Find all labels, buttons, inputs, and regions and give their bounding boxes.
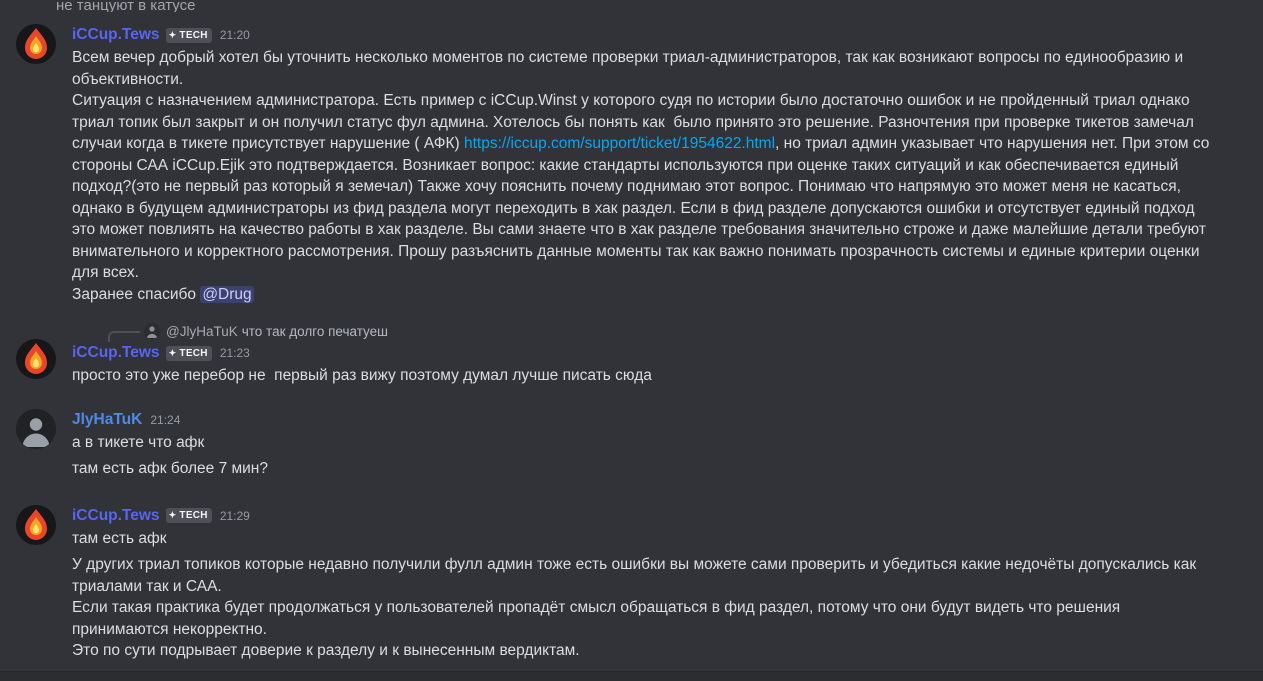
author-name[interactable]: JlyHaTuK: [72, 410, 143, 428]
message[interactable]: [0, 319, 1263, 389]
avatar[interactable]: [16, 339, 56, 379]
reply-author-name[interactable]: @JlyHaTuK: [166, 323, 238, 339]
avatar[interactable]: [16, 24, 56, 64]
message-header: [72, 24, 1215, 46]
bottom-bar: [0, 671, 1263, 681]
author-name[interactable]: iCCup.Tews: [72, 344, 160, 361]
last-line-prefix: Заранее спасибо: [72, 285, 201, 303]
verified-icon: ✦: [168, 347, 177, 358]
author-name[interactable]: iCCup.Tews: [72, 506, 160, 524]
verified-icon: ✦: [168, 29, 177, 40]
badge-label: TECH: [179, 29, 208, 41]
message-paragraph: У других триал топиков которые недавно получили фулл админ тоже есть ошибки вы можете сами проверить и убедиться какие недочёты допускались как триалами так и САА.: [72, 556, 1201, 595]
message-paragraph: просто это уже перебор не первый раз вижу поэтому думал лучше писать сюда: [72, 367, 652, 384]
verified-icon: ✦: [168, 510, 177, 520]
author-name[interactable]: iCCup.Tews: [72, 26, 160, 43]
message-header: [72, 505, 1215, 527]
tech-badge: [166, 346, 212, 361]
message[interactable]: [0, 407, 1263, 482]
reply-avatar: [144, 323, 160, 339]
ticket-link[interactable]: https://iccup.com/support/ticket/1954622.html: [464, 135, 776, 152]
reply-reference[interactable]: [72, 321, 1215, 341]
message-paragraph: Если такая практика будет продолжаться у пользователей пропадёт смысл обращаться в фид раздел, потому что они будут видеть что решения принимаются некорректно.: [72, 599, 1125, 638]
message-header: [72, 342, 1215, 364]
message-paragraph: там есть афк более 7 мин?: [72, 460, 268, 477]
badge-label: TECH: [179, 347, 208, 359]
badge-label: TECH: [179, 510, 208, 521]
timestamp: 21:24: [150, 412, 181, 427]
paragraph-text-after-link: , но триал админ указывает что нарушения нет. При этом со стороны САА iCCup.Ejik это подтверждается. Возникает вопрос: какие стандарты используются при оценке таких ситуаций и как обеспечивается единый подход?(это не первый раз который я земечал) Также хочу пояснить почему поднимаю этот вопрос. Понимаю что напрямую это может меня не касаться, однако в будущем администраторы из фид раздела могут переходить в хак раздел. Если в фид разделе допускаются ошибки и отсутствует единый подход это может повлиять на качество работы в хак разделе. Вы сами знаете что в хак разделе требования значительно строже и даже малейшие детали требуют внимательного и корректного рассмотрения. Прошу разъяснить данные моменты так как важно понимать прозрачность системы и единые критерии оценки для всех.: [72, 135, 1214, 281]
message-paragraph: а в тикете что афк: [72, 433, 205, 451]
message-paragraph: там есть афк: [72, 529, 167, 547]
reply-preview-text[interactable]: что так долго печатуеш: [241, 323, 388, 339]
avatar[interactable]: [16, 409, 56, 449]
message-paragraph: Всем вечер добрый хотел бы уточнить несколько моментов по системе проверки триал-администраторов, так как возникают вопросы по единообразию и объективности.: [72, 49, 1188, 88]
paragraph-text: Ситуация с назначением администратора. Есть пример с iCCup.Winst у которого судя по истории было достаточно ошибок и не пройденный триал однако триал топик был закрыт и он получил статус фул админа. Хотелось бы понять как было принято это решение. Разночтения при проверке тикетов замечал случаи когда в тикете присутствует нарушение ( АФК): [72, 92, 1199, 152]
message-last-line: [72, 284, 1215, 306]
message-header: [72, 409, 1215, 431]
mention-drug[interactable]: @Drug: [202, 285, 252, 303]
message[interactable]: [0, 22, 1263, 307]
reply-spine: [108, 331, 140, 342]
message-paragraph-with-link: [72, 90, 1215, 284]
timestamp: 21:23: [219, 346, 250, 360]
cut-off-message-top: не танцуют в катусе: [56, 0, 196, 12]
timestamp: 21:20: [219, 28, 250, 42]
timestamp: 21:29: [219, 508, 250, 523]
message[interactable]: [0, 503, 1263, 664]
avatar[interactable]: [16, 505, 56, 545]
tech-badge: [166, 28, 212, 43]
tech-badge: [166, 508, 212, 523]
message-paragraph: Это по сути подрывает доверие к разделу и к вынесенным вердиктам.: [72, 642, 580, 659]
